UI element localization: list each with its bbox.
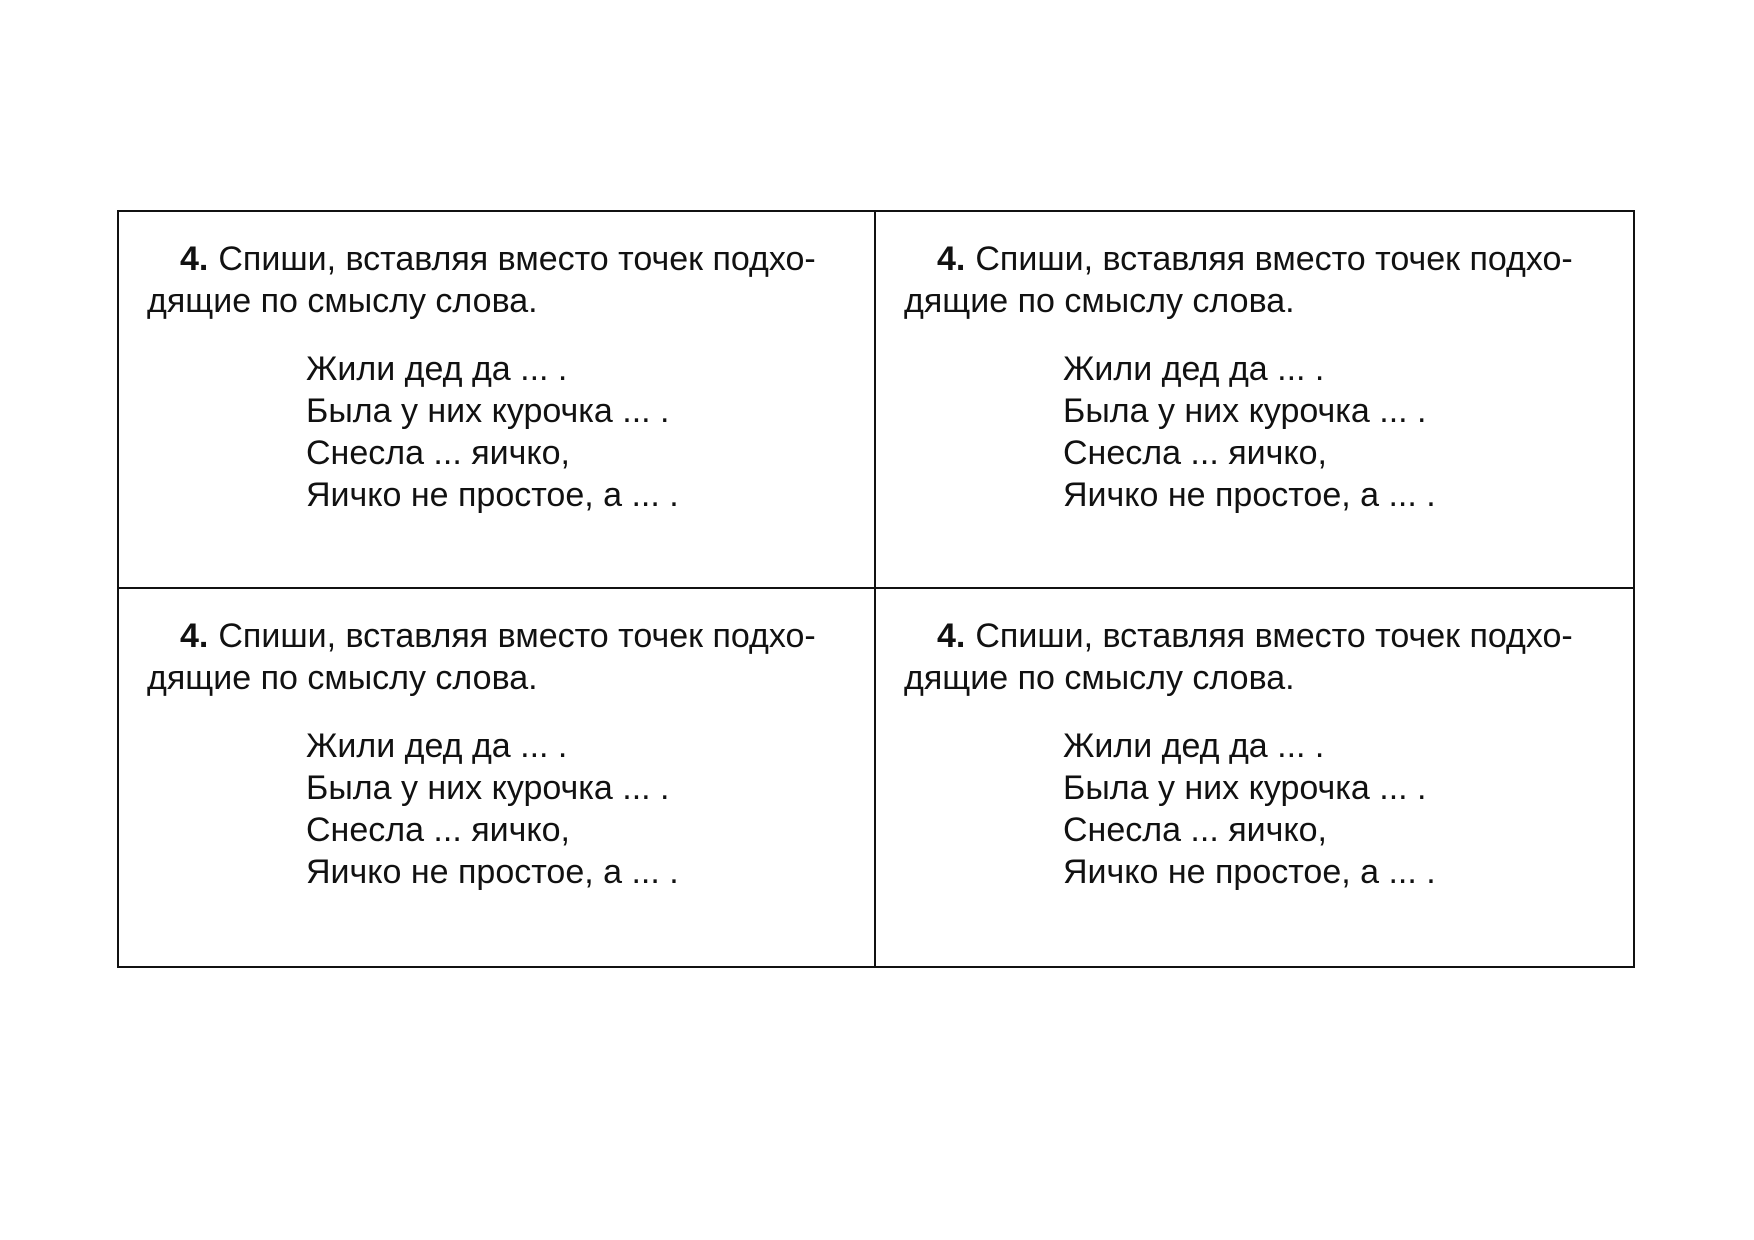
instruction-line: дящие по смыслу слова. <box>147 282 538 320</box>
instruction-line <box>147 615 816 657</box>
poem-line: Яичко не простое, а ... . <box>306 476 679 514</box>
poem-block <box>1063 725 1436 893</box>
poem-line: Снесла ... яичко, <box>1063 811 1327 849</box>
poem-line: Была у них курочка ... . <box>1063 392 1427 430</box>
poem-line: Яичко не простое, а ... . <box>1063 476 1436 514</box>
instruction-text: Спиши, вставляя вместо точек подхо- <box>218 617 816 655</box>
instruction-text: Спиши, вставляя вместо точек подхо- <box>218 240 816 278</box>
poem-line: Жили дед да ... . <box>306 727 568 765</box>
instruction-line: дящие по смыслу слова. <box>904 282 1295 320</box>
instruction-text: Спиши, вставляя вместо точек подхо- <box>975 240 1573 278</box>
instruction-line <box>904 238 1573 280</box>
exercise-number: 4. <box>180 240 209 278</box>
instruction-line <box>904 615 1573 657</box>
poem-line: Снесла ... яичко, <box>1063 434 1327 472</box>
poem-line: Была у них курочка ... . <box>306 769 670 807</box>
exercise-card <box>876 212 1633 589</box>
poem-block <box>1063 348 1436 516</box>
instruction-line <box>147 238 816 280</box>
exercise-number: 4. <box>180 617 209 655</box>
poem-line: Снесла ... яичко, <box>306 434 570 472</box>
poem-line: Была у них курочка ... . <box>306 392 670 430</box>
instruction-line: дящие по смыслу слова. <box>904 659 1295 697</box>
instruction-line: дящие по смыслу слова. <box>147 659 538 697</box>
poem-line: Снесла ... яичко, <box>306 811 570 849</box>
exercise-number: 4. <box>937 240 966 278</box>
poem-line: Яичко не простое, а ... . <box>306 853 679 891</box>
poem-line: Яичко не простое, а ... . <box>1063 853 1436 891</box>
exercise-instruction <box>904 238 1573 322</box>
exercise-instruction <box>147 615 816 699</box>
poem-line: Жили дед да ... . <box>306 350 568 388</box>
poem-line: Была у них курочка ... . <box>1063 769 1427 807</box>
exercise-instruction <box>904 615 1573 699</box>
poem-block <box>306 725 679 893</box>
poem-block <box>306 348 679 516</box>
exercise-number: 4. <box>937 617 966 655</box>
exercise-card <box>119 212 876 589</box>
poem-line: Жили дед да ... . <box>1063 727 1325 765</box>
exercise-instruction <box>147 238 816 322</box>
instruction-text: Спиши, вставляя вместо точек подхо- <box>975 617 1573 655</box>
poem-line: Жили дед да ... . <box>1063 350 1325 388</box>
exercise-cards-grid <box>117 210 1635 968</box>
exercise-card <box>119 589 876 966</box>
exercise-card <box>876 589 1633 966</box>
